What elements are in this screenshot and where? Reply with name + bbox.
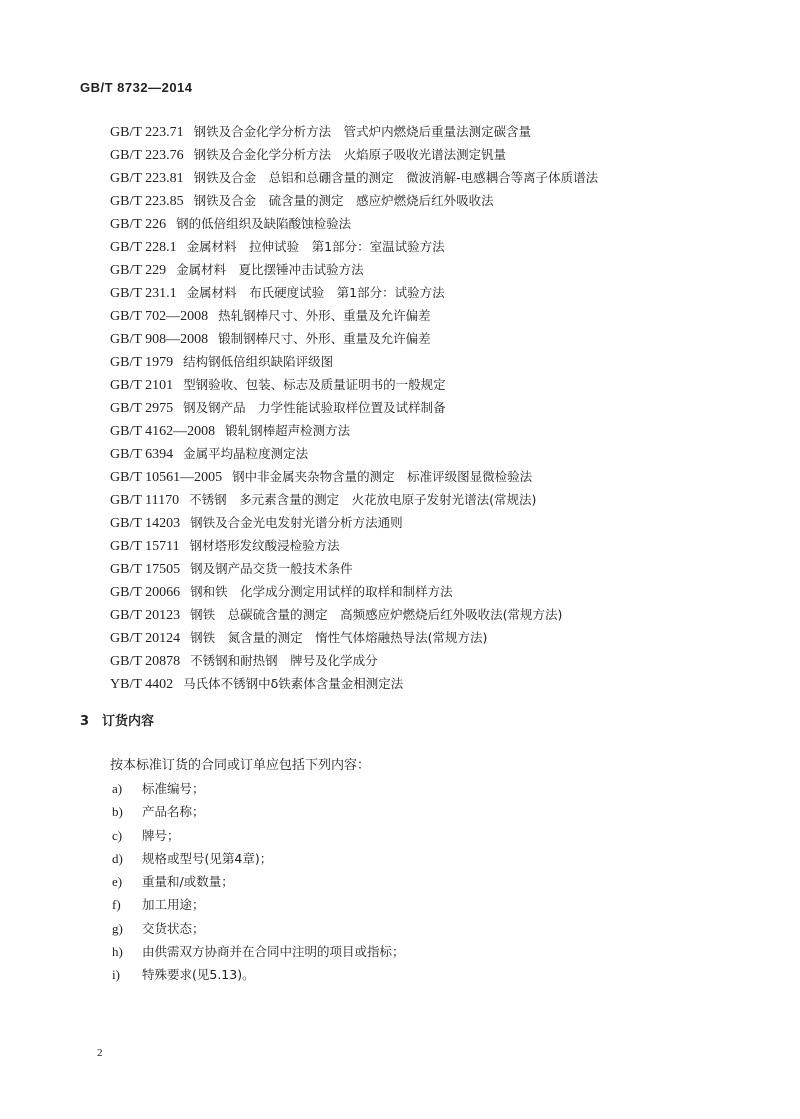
reference-title: 钢铁及合金化学分析方法 管式炉内燃烧后重量法测定碳含量 [193,124,532,139]
reference-title: 不锈钢和耐热钢 牌号及化学成分 [190,653,378,668]
reference-item [110,511,598,534]
list-item [112,893,405,916]
reference-code: GB/T 1979 [110,355,174,370]
reference-code: GB/T 10561—2005 [110,470,223,485]
list-marker: g) [112,920,123,936]
reference-item [110,603,598,626]
reference-code: GB/T 226 [110,217,167,232]
reference-item [110,350,598,373]
list-item [112,800,405,823]
list-item-text: 加工用途； [142,897,205,913]
reference-code: GB/T 223.71 [110,125,184,140]
standard-code-header: GB/T 8732—2014 [80,80,193,95]
reference-code: YB/T 4402 [110,677,174,692]
section-intro-text: 按本标准订货的合同或订单应包括下列内容： [110,758,371,773]
reference-title: 不锈钢 多元素含量的测定 火花放电原子发射光谱法(常规法) [189,492,537,507]
reference-title: 钢铁及合金化学分析方法 火焰原子吸收光谱法测定钒量 [193,147,507,162]
section-title: 订货内容 [102,714,155,729]
reference-code: GB/T 229 [110,263,167,278]
reference-item [110,327,598,350]
reference-title: 锻轧钢棒超声检测方法 [225,423,351,438]
reference-title: 钢铁及合金 硫含量的测定 感应炉燃烧后红外吸收法 [193,193,494,208]
reference-title: 钢材塔形发纹酸浸检验方法 [189,538,340,553]
list-marker: b) [112,804,123,820]
reference-item [110,120,598,143]
reference-code: GB/T 908—2008 [110,332,209,347]
reference-item [110,442,598,465]
reference-title: 金属材料 夏比摆锤冲击试验方法 [176,262,364,277]
reference-item [110,143,598,166]
reference-item [110,304,598,327]
list-marker: a) [112,781,123,796]
reference-title: 金属平均晶粒度测定法 [183,446,309,461]
reference-item [110,649,598,672]
reference-title: 钢的低倍组织及缺陷酸蚀检验法 [176,216,352,231]
reference-code: GB/T 223.81 [110,171,184,186]
reference-title: 金属材料 布氏硬度试验 第1部分：试验方法 [186,285,445,300]
list-marker: i) [112,967,120,983]
reference-code: GB/T 223.76 [110,148,184,163]
section-number: 3 [80,714,90,729]
reference-item [110,258,598,281]
list-item-text: 重量和/或数量； [142,874,234,890]
list-item [112,940,405,963]
list-item-text: 产品名称； [142,804,205,820]
list-marker: c) [112,827,123,843]
reference-title: 钢铁 总碳硫含量的测定 高频感应炉燃烧后红外吸收法(常规方法) [190,607,563,622]
reference-item [110,166,598,189]
reference-code: GB/T 4162—2008 [110,424,216,439]
reference-item [110,580,598,603]
list-item-text: 牌号； [142,827,180,843]
reference-item [110,419,598,442]
reference-item [110,534,598,557]
list-item-text: 由供需双方协商并在合同中注明的项目或指标； [142,944,405,960]
list-item-text: 规格或型号(见第4章)； [142,850,273,866]
reference-code: GB/T 20124 [110,631,181,646]
reference-title: 钢和铁 化学成分测定用试样的取样和制样方法 [190,584,453,599]
list-item-text: 特殊要求(见5.13)。 [142,967,255,983]
list-marker: d) [112,850,123,866]
reference-title: 钢及钢产品 力学性能试验取样位置及试样制备 [183,400,446,415]
reference-title: 钢铁 氮含量的测定 惰性气体熔融热导法(常规方法) [190,630,488,645]
reference-item [110,235,598,258]
reference-code: GB/T 2101 [110,378,174,393]
reference-code: GB/T 17505 [110,562,181,577]
order-content-list [112,777,405,987]
reference-item [110,373,598,396]
reference-title: 锻制钢棒尺寸、外形、重量及允许偏差 [218,331,431,346]
list-marker: f) [112,897,121,913]
reference-title: 钢及钢产品交货一般技术条件 [190,561,353,576]
reference-code: GB/T 228.1 [110,240,177,255]
reference-title: 钢铁及合金 总铝和总硼含量的测定 微波消解-电感耦合等离子体质谱法 [193,170,599,185]
reference-item [110,281,598,304]
list-marker: h) [112,944,123,960]
reference-code: GB/T 15711 [110,539,180,554]
list-item [112,963,405,986]
reference-code: GB/T 231.1 [110,286,177,301]
reference-item [110,396,598,419]
list-item [112,870,405,893]
reference-code: GB/T 20878 [110,654,181,669]
page-number: 2 [97,1047,103,1059]
list-item [112,824,405,847]
reference-code: GB/T 223.85 [110,194,184,209]
reference-code: GB/T 20066 [110,585,181,600]
reference-title: 热轧钢棒尺寸、外形、重量及允许偏差 [218,308,431,323]
reference-code: GB/T 702—2008 [110,309,209,324]
reference-item [110,557,598,580]
list-item-text: 标准编号； [142,781,205,796]
reference-code: GB/T 14203 [110,516,181,531]
reference-title: 钢铁及合金光电发射光谱分析方法通则 [190,515,403,530]
list-item-text: 交货状态； [142,920,205,936]
reference-title: 金属材料 拉伸试验 第1部分：室温试验方法 [186,239,445,254]
normative-references-list [110,120,598,695]
reference-item [110,672,598,695]
list-item [112,847,405,870]
reference-item [110,189,598,212]
reference-item [110,488,598,511]
section-heading [80,710,154,729]
list-item [112,917,405,940]
reference-item [110,626,598,649]
reference-title: 马氏体不锈钢中δ铁素体含量金相测定法 [183,676,404,691]
reference-code: GB/T 11170 [110,493,180,508]
reference-title: 型钢验收、包装、标志及质量证明书的一般规定 [183,377,446,392]
reference-title: 结构钢低倍组织缺陷评级图 [183,354,334,369]
reference-code: GB/T 20123 [110,608,181,623]
list-marker: e) [112,874,123,890]
reference-title: 钢中非金属夹杂物含量的测定 标准评级图显微检验法 [232,469,533,484]
reference-item [110,212,598,235]
reference-code: GB/T 6394 [110,447,174,462]
reference-item [110,465,598,488]
reference-code: GB/T 2975 [110,401,174,416]
list-item [112,777,405,800]
